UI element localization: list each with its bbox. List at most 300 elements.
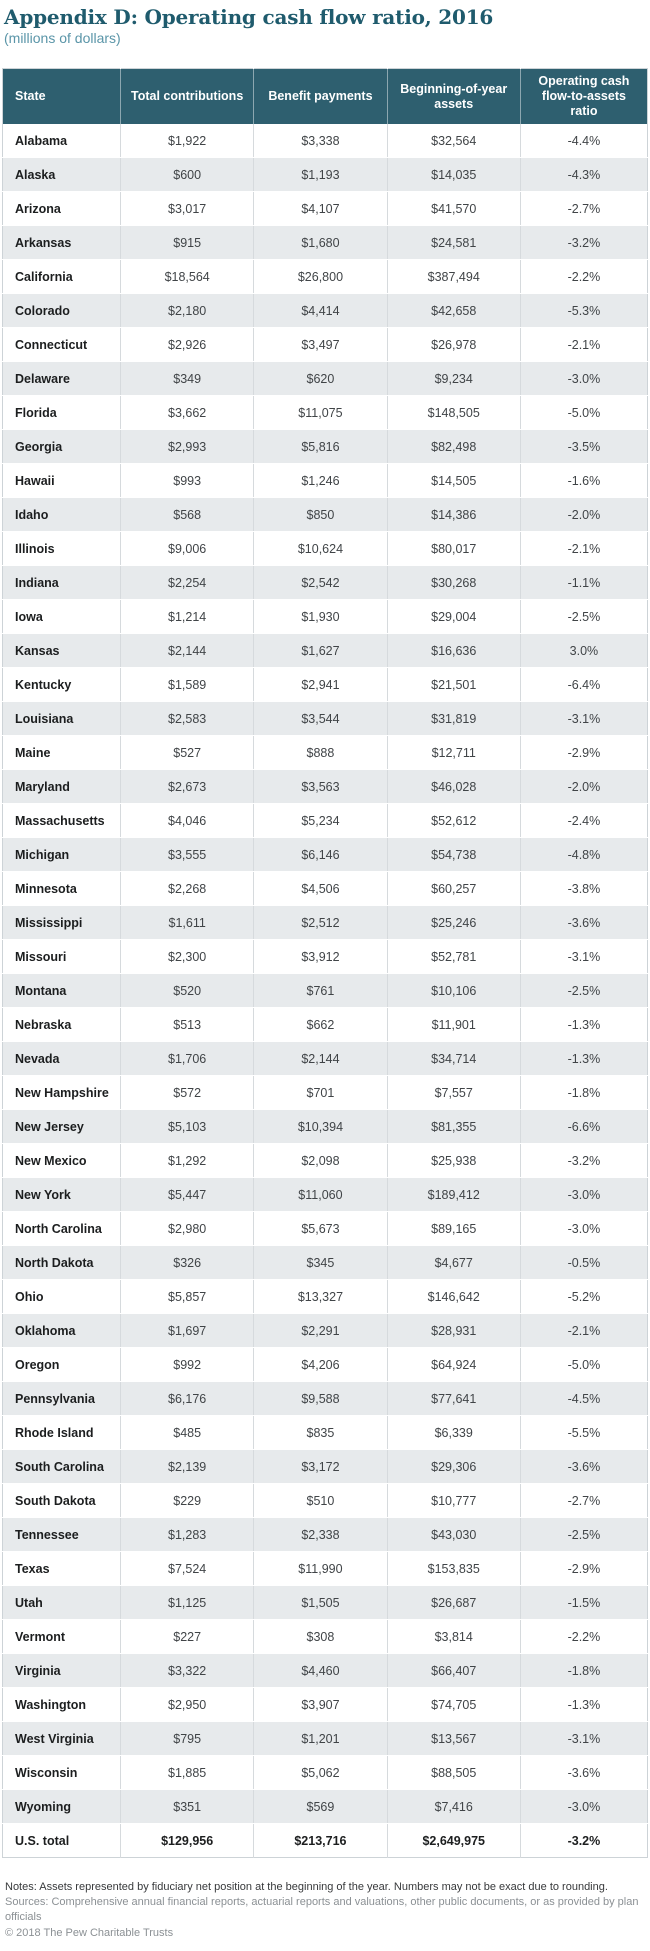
table-cell: $1,589 [121, 668, 254, 702]
state-name: Rhode Island [3, 1416, 121, 1450]
table-cell: $25,938 [387, 1144, 520, 1178]
table-cell: $18,564 [121, 260, 254, 294]
table-cell: $2,941 [254, 668, 387, 702]
table-cell: $387,494 [387, 260, 520, 294]
table-cell: -2.1% [520, 532, 647, 566]
state-name: South Carolina [3, 1450, 121, 1484]
table-cell: -2.1% [520, 1314, 647, 1348]
table-cell: $527 [121, 736, 254, 770]
table-row [3, 192, 648, 226]
table-cell: $10,394 [254, 1110, 387, 1144]
table-cell: $26,800 [254, 260, 387, 294]
table-cell: -3.5% [520, 430, 647, 464]
table-cell: $510 [254, 1484, 387, 1518]
table-cell: $34,714 [387, 1042, 520, 1076]
table-cell: $4,414 [254, 294, 387, 328]
table-cell: $10,624 [254, 532, 387, 566]
state-name: Louisiana [3, 702, 121, 736]
table-cell: $10,777 [387, 1484, 520, 1518]
table-row [3, 464, 648, 498]
table-cell: $9,006 [121, 532, 254, 566]
table-cell: $3,912 [254, 940, 387, 974]
table-cell: -3.1% [520, 702, 647, 736]
table-cell: -3.6% [520, 1450, 647, 1484]
table-cell: $850 [254, 498, 387, 532]
table-row [3, 634, 648, 668]
table-cell: -3.2% [520, 226, 647, 260]
page-title: Appendix D: Operating cash flow ratio, 2016 [4, 5, 494, 29]
table-header [3, 69, 648, 125]
table-cell: $620 [254, 362, 387, 396]
state-name: California [3, 260, 121, 294]
table-cell: $513 [121, 1008, 254, 1042]
table-cell: $26,687 [387, 1586, 520, 1620]
table-row [3, 1484, 648, 1518]
table-cell: -5.5% [520, 1416, 647, 1450]
table-cell: $30,268 [387, 566, 520, 600]
table-cell: $2,291 [254, 1314, 387, 1348]
table-cell: -5.0% [520, 1348, 647, 1382]
table-cell: $4,460 [254, 1654, 387, 1688]
state-name: Ohio [3, 1280, 121, 1314]
column-header-0: State [3, 69, 121, 125]
table-cell: $6,146 [254, 838, 387, 872]
table-cell: $52,612 [387, 804, 520, 838]
table-cell: $3,907 [254, 1688, 387, 1722]
table-cell: $29,004 [387, 600, 520, 634]
table-cell: -2.9% [520, 736, 647, 770]
state-name: Massachusetts [3, 804, 121, 838]
table-row [3, 1722, 648, 1756]
state-name: West Virginia [3, 1722, 121, 1756]
table-row [3, 1144, 648, 1178]
table-cell: $82,498 [387, 430, 520, 464]
table-cell: -1.1% [520, 566, 647, 600]
table-cell: $993 [121, 464, 254, 498]
table-row [3, 940, 648, 974]
table-row [3, 1620, 648, 1654]
table-cell: $1,706 [121, 1042, 254, 1076]
column-header-2: Benefit payments [254, 69, 387, 125]
table-cell: -3.2% [520, 1824, 647, 1858]
table-row [3, 498, 648, 532]
table-cell: $761 [254, 974, 387, 1008]
table-cell: $74,705 [387, 1688, 520, 1722]
table-cell: -4.5% [520, 1382, 647, 1416]
table-row [3, 1654, 648, 1688]
table-cell: $3,814 [387, 1620, 520, 1654]
table-cell: $3,172 [254, 1450, 387, 1484]
table-row [3, 566, 648, 600]
state-name: Virginia [3, 1654, 121, 1688]
table-cell: $485 [121, 1416, 254, 1450]
state-name: Iowa [3, 600, 121, 634]
state-name: New Hampshire [3, 1076, 121, 1110]
table-cell: $2,926 [121, 328, 254, 362]
table-cell: $1,885 [121, 1756, 254, 1790]
table-cell: -2.5% [520, 600, 647, 634]
state-name: Texas [3, 1552, 121, 1586]
column-header-1: Total contributions [121, 69, 254, 125]
table-cell: -1.6% [520, 464, 647, 498]
table-cell: $88,505 [387, 1756, 520, 1790]
table-cell: $29,306 [387, 1450, 520, 1484]
table-cell: $1,627 [254, 634, 387, 668]
table-cell: $3,544 [254, 702, 387, 736]
state-name: New Mexico [3, 1144, 121, 1178]
table-cell: $1,193 [254, 158, 387, 192]
table-cell: $77,641 [387, 1382, 520, 1416]
state-name: Alaska [3, 158, 121, 192]
table-row [3, 532, 648, 566]
table-row [3, 1348, 648, 1382]
table-cell: $345 [254, 1246, 387, 1280]
table-cell: -5.0% [520, 396, 647, 430]
table-cell: $2,583 [121, 702, 254, 736]
state-name: Mississippi [3, 906, 121, 940]
table-cell: $7,524 [121, 1552, 254, 1586]
table-cell: -4.3% [520, 158, 647, 192]
table-cell: $146,642 [387, 1280, 520, 1314]
table-cell: $2,950 [121, 1688, 254, 1722]
table-cell: $41,570 [387, 192, 520, 226]
table-cell: $9,234 [387, 362, 520, 396]
table-cell: $662 [254, 1008, 387, 1042]
table-cell: $569 [254, 1790, 387, 1824]
table-header-row [3, 69, 648, 125]
column-header-3: Beginning-of-year assets [387, 69, 520, 125]
table-cell: $189,412 [387, 1178, 520, 1212]
table-cell: $13,567 [387, 1722, 520, 1756]
table-cell: $1,697 [121, 1314, 254, 1348]
table-cell: -6.6% [520, 1110, 647, 1144]
table-cell: $2,098 [254, 1144, 387, 1178]
page-subtitle: (millions of dollars) [4, 30, 121, 46]
table-row [3, 1212, 648, 1246]
table-row [3, 158, 648, 192]
table-cell: -1.3% [520, 1042, 647, 1076]
table-cell: $229 [121, 1484, 254, 1518]
table-row [3, 600, 648, 634]
table-cell: $5,234 [254, 804, 387, 838]
table-cell: $2,542 [254, 566, 387, 600]
table-cell: $5,857 [121, 1280, 254, 1314]
table-row [3, 736, 648, 770]
state-name: Oklahoma [3, 1314, 121, 1348]
table-row [3, 430, 648, 464]
table-body [3, 124, 648, 1858]
table-cell: $213,716 [254, 1824, 387, 1858]
table-row [3, 872, 648, 906]
table-cell: -2.5% [520, 974, 647, 1008]
table-cell: $3,555 [121, 838, 254, 872]
table-cell: -4.8% [520, 838, 647, 872]
table-cell: $11,901 [387, 1008, 520, 1042]
table-row [3, 1416, 648, 1450]
table-cell: -2.2% [520, 260, 647, 294]
table-row [3, 1552, 648, 1586]
table-cell: $308 [254, 1620, 387, 1654]
state-name: Arkansas [3, 226, 121, 260]
table-cell: $32,564 [387, 124, 520, 158]
table-cell: $701 [254, 1076, 387, 1110]
table-cell: $4,107 [254, 192, 387, 226]
state-name: Maine [3, 736, 121, 770]
table-cell: $3,017 [121, 192, 254, 226]
table-cell: -3.6% [520, 1756, 647, 1790]
table-cell: -0.5% [520, 1246, 647, 1280]
table-cell: $2,649,975 [387, 1824, 520, 1858]
table-row [3, 1110, 648, 1144]
table-cell: $5,062 [254, 1756, 387, 1790]
table-cell: -2.4% [520, 804, 647, 838]
table-cell: $1,292 [121, 1144, 254, 1178]
table-cell: $5,673 [254, 1212, 387, 1246]
table-row [3, 294, 648, 328]
table-row [3, 702, 648, 736]
state-name: New Jersey [3, 1110, 121, 1144]
state-name: Illinois [3, 532, 121, 566]
column-header-4: Operating cash flow-to-assets ratio [520, 69, 647, 125]
table-cell: $1,930 [254, 600, 387, 634]
state-name: Indiana [3, 566, 121, 600]
table-cell: $28,931 [387, 1314, 520, 1348]
table-cell: $80,017 [387, 532, 520, 566]
state-name: Oregon [3, 1348, 121, 1382]
table-cell: $326 [121, 1246, 254, 1280]
table-cell: $7,416 [387, 1790, 520, 1824]
table-cell: -5.2% [520, 1280, 647, 1314]
table-row [3, 974, 648, 1008]
table-cell: $12,711 [387, 736, 520, 770]
table-cell: $2,268 [121, 872, 254, 906]
table-cell: $42,658 [387, 294, 520, 328]
table-cell: -2.9% [520, 1552, 647, 1586]
table-cell: $2,993 [121, 430, 254, 464]
table-row [3, 1450, 648, 1484]
state-name: Nebraska [3, 1008, 121, 1042]
table-cell: $153,835 [387, 1552, 520, 1586]
table-cell: $54,738 [387, 838, 520, 872]
table-row [3, 226, 648, 260]
table-cell: $5,816 [254, 430, 387, 464]
state-name: Hawaii [3, 464, 121, 498]
table-cell: -3.0% [520, 1212, 647, 1246]
state-name: Delaware [3, 362, 121, 396]
table-cell: $1,922 [121, 124, 254, 158]
state-name: Nevada [3, 1042, 121, 1076]
state-name: Maryland [3, 770, 121, 804]
table-cell: $81,355 [387, 1110, 520, 1144]
table-cell: $7,557 [387, 1076, 520, 1110]
table-cell: $11,060 [254, 1178, 387, 1212]
table-cell: $14,505 [387, 464, 520, 498]
table-row [3, 362, 648, 396]
state-name: Idaho [3, 498, 121, 532]
table-cell: -6.4% [520, 668, 647, 702]
table-cell: $1,611 [121, 906, 254, 940]
table-cell: $4,046 [121, 804, 254, 838]
table-row [3, 1688, 648, 1722]
table-cell: -2.5% [520, 1518, 647, 1552]
table-cell: -1.8% [520, 1654, 647, 1688]
state-name: New York [3, 1178, 121, 1212]
table-cell: $1,283 [121, 1518, 254, 1552]
table-row [3, 124, 648, 158]
table-cell: $52,781 [387, 940, 520, 974]
table-cell: $888 [254, 736, 387, 770]
table-cell: $835 [254, 1416, 387, 1450]
state-name: Connecticut [3, 328, 121, 362]
table-cell: $1,680 [254, 226, 387, 260]
table-cell: $21,501 [387, 668, 520, 702]
state-name: Arizona [3, 192, 121, 226]
table-cell: $2,338 [254, 1518, 387, 1552]
table-cell: $2,180 [121, 294, 254, 328]
notes-text: Notes: Assets represented by fiduciary net position at the beginning of the year. Numbers may not be exact due to rounding. [5, 1881, 608, 1893]
state-name: Montana [3, 974, 121, 1008]
table-row [3, 1042, 648, 1076]
table-row [3, 1178, 648, 1212]
table-cell: $14,386 [387, 498, 520, 532]
table-cell: $64,924 [387, 1348, 520, 1382]
table-cell: $60,257 [387, 872, 520, 906]
table-cell: $4,206 [254, 1348, 387, 1382]
table-cell: $3,322 [121, 1654, 254, 1688]
state-name: Missouri [3, 940, 121, 974]
state-name: Washington [3, 1688, 121, 1722]
table-row [3, 1246, 648, 1280]
table-cell: -3.0% [520, 362, 647, 396]
table-cell: $11,990 [254, 1552, 387, 1586]
table-cell: $4,677 [387, 1246, 520, 1280]
table-row [3, 804, 648, 838]
table-cell: $2,673 [121, 770, 254, 804]
state-name: U.S. total [3, 1824, 121, 1858]
table-cell: $46,028 [387, 770, 520, 804]
state-name: North Carolina [3, 1212, 121, 1246]
state-name: Wisconsin [3, 1756, 121, 1790]
table-cell: $11,075 [254, 396, 387, 430]
table-cell: -2.7% [520, 192, 647, 226]
table-cell: $349 [121, 362, 254, 396]
table-cell: $992 [121, 1348, 254, 1382]
table-cell: $600 [121, 158, 254, 192]
table-row [3, 1518, 648, 1552]
table-cell: $1,125 [121, 1586, 254, 1620]
table-cell: $9,588 [254, 1382, 387, 1416]
table-cell: $25,246 [387, 906, 520, 940]
table-cell: -3.2% [520, 1144, 647, 1178]
table-cell: $2,980 [121, 1212, 254, 1246]
table-cell: $1,201 [254, 1722, 387, 1756]
table-row [3, 1586, 648, 1620]
table-row [3, 1314, 648, 1348]
table-cell: $572 [121, 1076, 254, 1110]
table-cell: $3,338 [254, 124, 387, 158]
table-cell: -3.1% [520, 940, 647, 974]
table-cell: $915 [121, 226, 254, 260]
table-cell: $227 [121, 1620, 254, 1654]
table-row [3, 668, 648, 702]
state-name: North Dakota [3, 1246, 121, 1280]
table-cell: $31,819 [387, 702, 520, 736]
table-cell: $14,035 [387, 158, 520, 192]
table-cell: $10,106 [387, 974, 520, 1008]
state-name: Florida [3, 396, 121, 430]
table-cell: $89,165 [387, 1212, 520, 1246]
table-cell: $2,300 [121, 940, 254, 974]
table-cell: -2.0% [520, 498, 647, 532]
table-row [3, 1280, 648, 1314]
state-name: Alabama [3, 124, 121, 158]
table-cell: -1.8% [520, 1076, 647, 1110]
table-cell: -2.7% [520, 1484, 647, 1518]
table-row [3, 1008, 648, 1042]
table-cell: $2,512 [254, 906, 387, 940]
state-name: Minnesota [3, 872, 121, 906]
table-row [3, 260, 648, 294]
table-cell: -2.0% [520, 770, 647, 804]
table-cell: -3.8% [520, 872, 647, 906]
operating-cash-flow-table [2, 68, 648, 1858]
table-cell: $5,103 [121, 1110, 254, 1144]
table-cell: $520 [121, 974, 254, 1008]
table-row [3, 1756, 648, 1790]
state-name: Kansas [3, 634, 121, 668]
table-cell: $66,407 [387, 1654, 520, 1688]
table-cell: -3.0% [520, 1790, 647, 1824]
table-cell: -1.5% [520, 1586, 647, 1620]
table-cell: -5.3% [520, 294, 647, 328]
table-row [3, 1076, 648, 1110]
table-row [3, 770, 648, 804]
table-cell: -4.4% [520, 124, 647, 158]
table-cell: $148,505 [387, 396, 520, 430]
table-cell: $13,327 [254, 1280, 387, 1314]
state-name: Wyoming [3, 1790, 121, 1824]
state-name: Tennessee [3, 1518, 121, 1552]
table-row [3, 396, 648, 430]
table-row [3, 1382, 648, 1416]
table-cell: $1,505 [254, 1586, 387, 1620]
table-row [3, 838, 648, 872]
table-cell: -3.0% [520, 1178, 647, 1212]
table-cell: -1.3% [520, 1008, 647, 1042]
table-cell: $129,956 [121, 1824, 254, 1858]
table-cell: $3,563 [254, 770, 387, 804]
table-row [3, 906, 648, 940]
table-cell: $16,636 [387, 634, 520, 668]
table-row [3, 328, 648, 362]
table-cell: -3.6% [520, 906, 647, 940]
table-cell: $1,214 [121, 600, 254, 634]
table-cell: 3.0% [520, 634, 647, 668]
table-cell: $6,339 [387, 1416, 520, 1450]
table-cell: $26,978 [387, 328, 520, 362]
table-cell: -2.2% [520, 1620, 647, 1654]
table-cell: $43,030 [387, 1518, 520, 1552]
table-cell: $1,246 [254, 464, 387, 498]
table-cell: -2.1% [520, 328, 647, 362]
state-name: Utah [3, 1586, 121, 1620]
table-cell: $2,144 [121, 634, 254, 668]
table-cell: $3,662 [121, 396, 254, 430]
table-cell: -1.3% [520, 1688, 647, 1722]
footer-notes [5, 1880, 645, 1941]
state-name: Vermont [3, 1620, 121, 1654]
table-row [3, 1790, 648, 1824]
